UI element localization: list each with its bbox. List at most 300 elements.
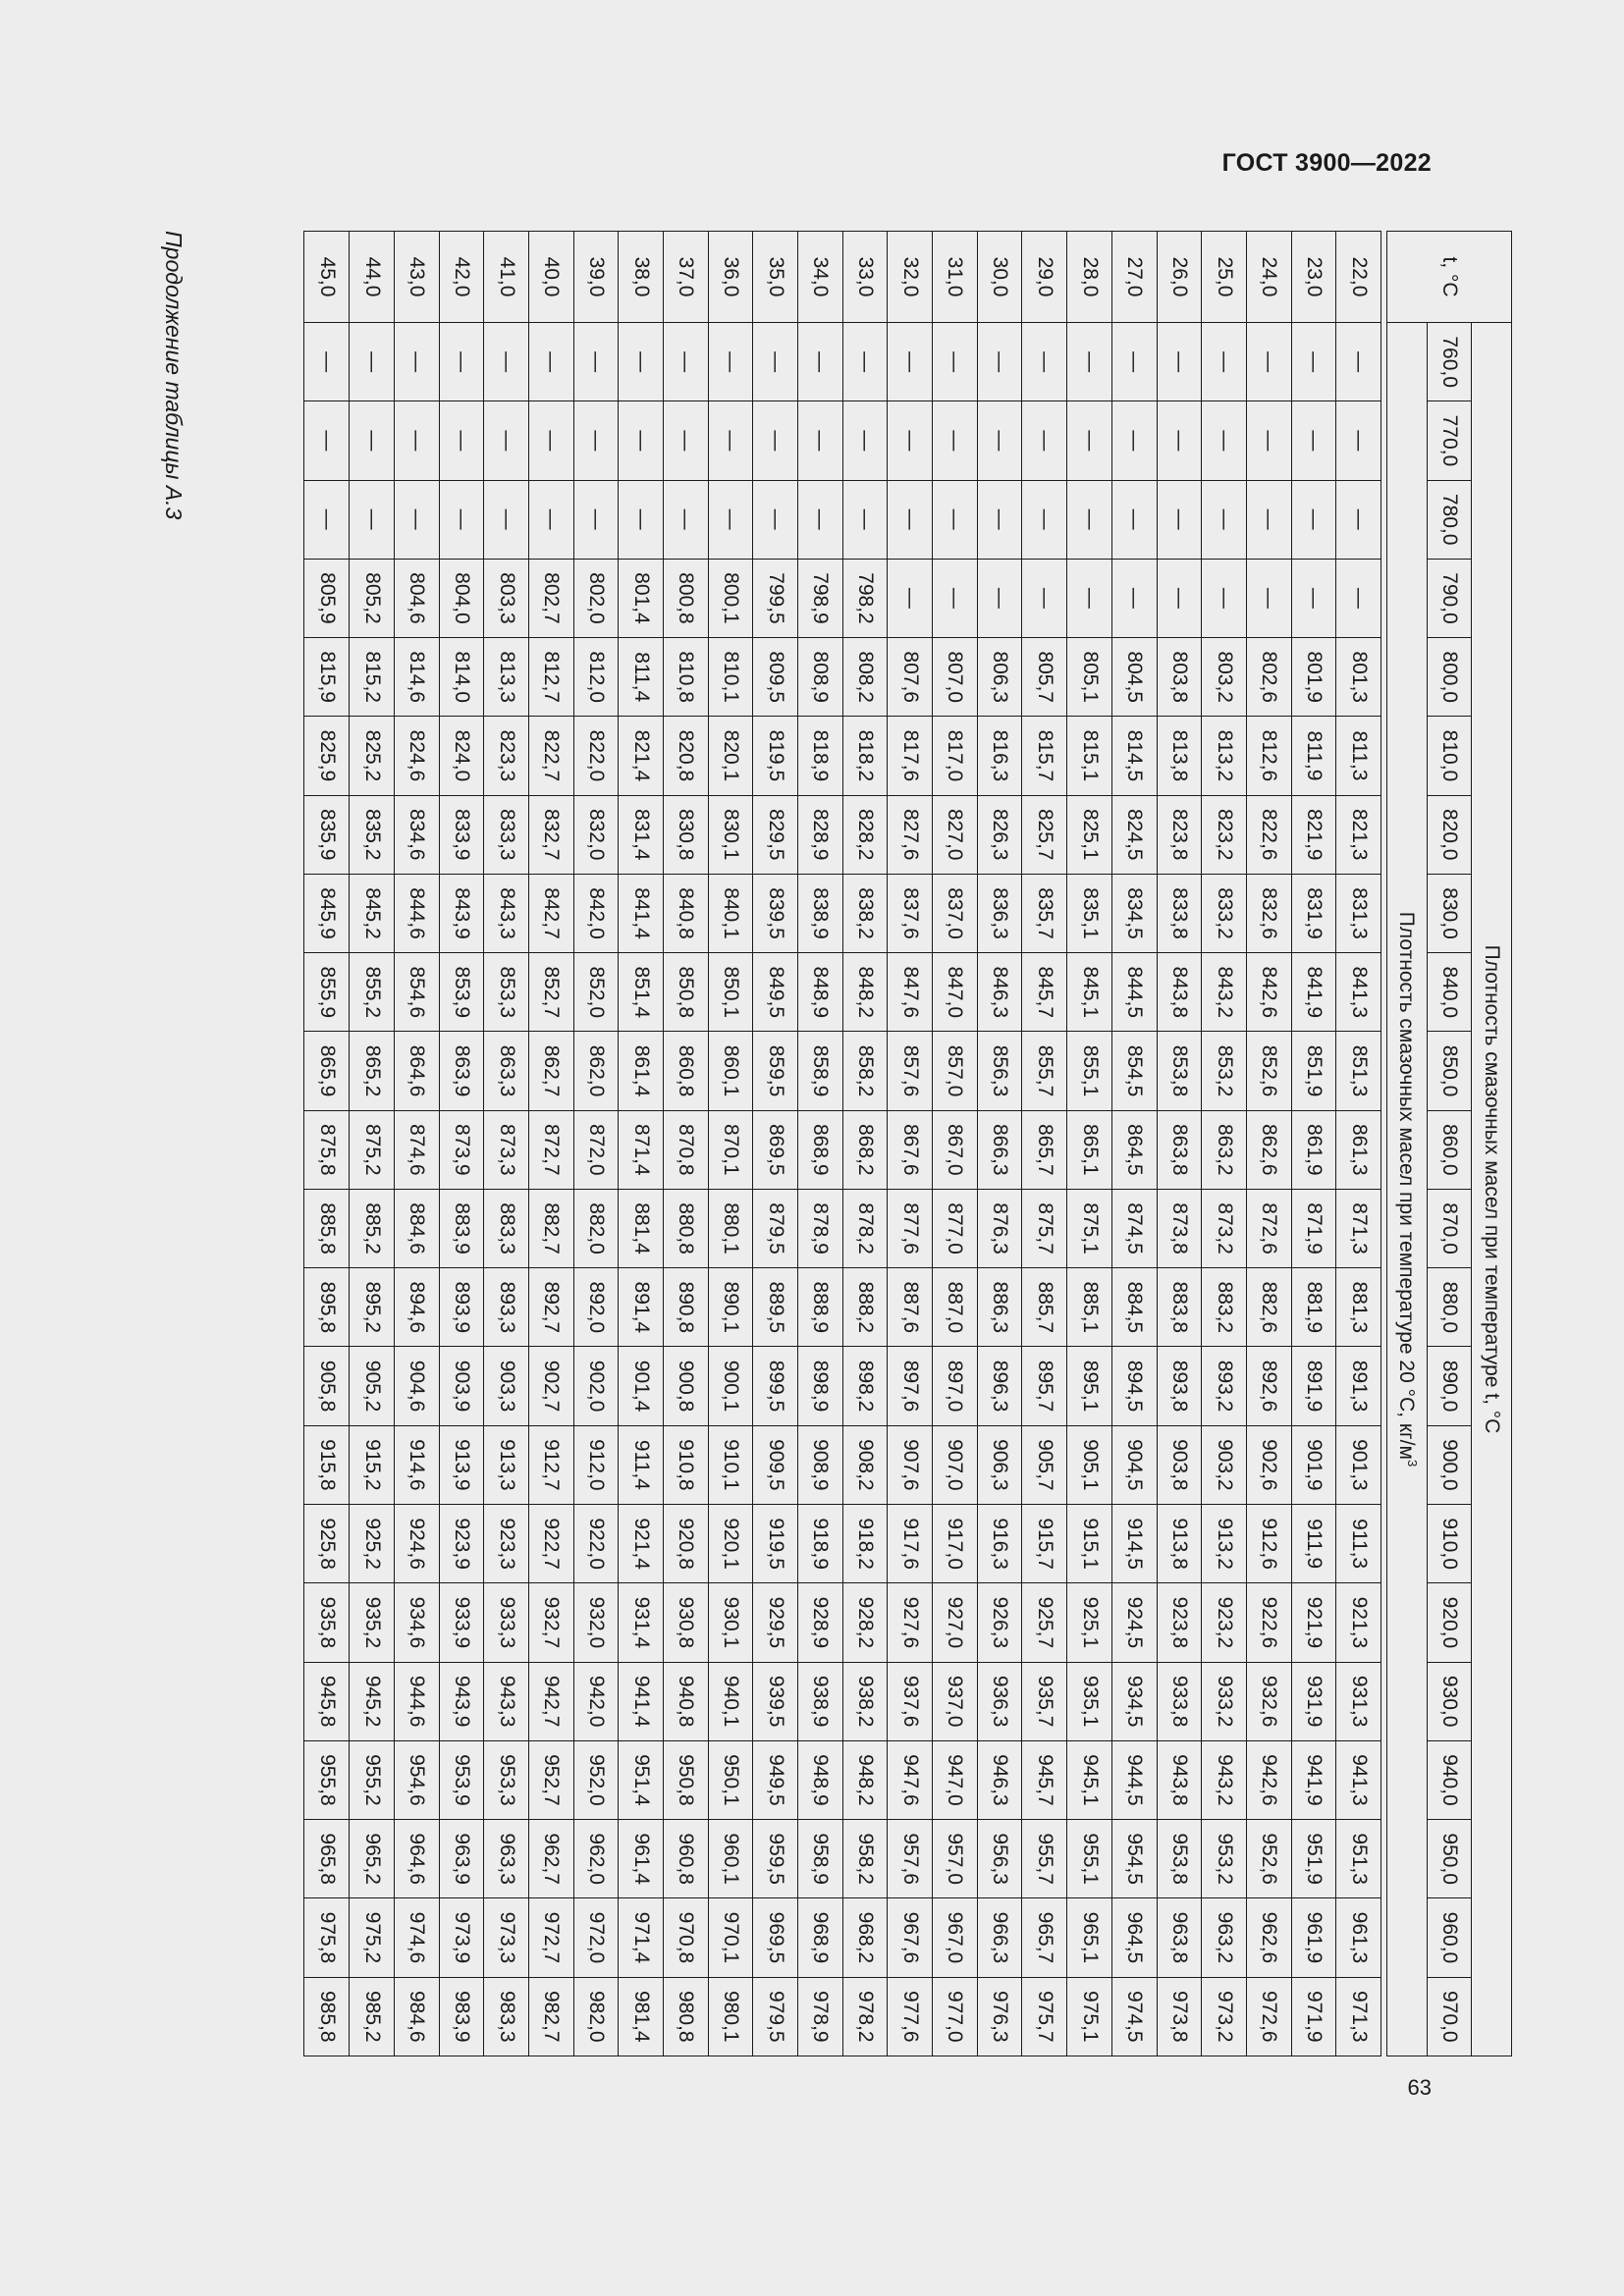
- density-cell: 829,5: [753, 795, 798, 874]
- density-cell: —: [708, 401, 753, 480]
- density-cell: 934,6: [394, 1583, 439, 1662]
- density-cell: —: [1336, 559, 1381, 637]
- sub-header-text: Плотность смазочных масел при температуре 20 °C, кг/м: [1395, 911, 1418, 1460]
- temperature-cell: 31,0: [933, 232, 978, 323]
- density-cell: 878,9: [798, 1189, 843, 1267]
- density-cell: 835,9: [304, 795, 350, 874]
- density-cell: 844,6: [394, 874, 439, 952]
- density-cell: 836,3: [977, 874, 1022, 952]
- density-cell: 905,2: [350, 1347, 395, 1425]
- density-cell: 937,6: [888, 1662, 933, 1740]
- temperature-cell: 33,0: [842, 232, 888, 323]
- density-cell: 849,5: [753, 953, 798, 1032]
- density-cell: 948,2: [842, 1740, 888, 1819]
- density-cell: 821,9: [1291, 795, 1336, 874]
- density-cell: —: [304, 480, 350, 559]
- density-cell: 876,3: [977, 1189, 1022, 1267]
- density-cell: 913,9: [439, 1425, 484, 1504]
- density-cell: 826,3: [977, 795, 1022, 874]
- density-cell: 881,9: [1291, 1268, 1336, 1347]
- density-cell: 846,3: [977, 953, 1022, 1032]
- density-cell: 962,7: [528, 1820, 573, 1898]
- density-cell: 882,7: [528, 1189, 573, 1267]
- density-cell: 865,9: [304, 1032, 350, 1110]
- density-cell: —: [350, 480, 395, 559]
- document-header: ГОСТ 3900—2022: [1221, 149, 1432, 177]
- column-header: 870,0: [1428, 1189, 1472, 1267]
- density-cell: 896,3: [977, 1347, 1022, 1425]
- density-cell: 833,8: [1157, 874, 1202, 952]
- density-cell: 904,5: [1111, 1425, 1157, 1504]
- density-cell: 952,7: [528, 1740, 573, 1819]
- density-cell: 905,1: [1067, 1425, 1112, 1504]
- density-cell: 953,8: [1157, 1820, 1202, 1898]
- column-header: 940,0: [1428, 1740, 1472, 1819]
- density-cell: —: [439, 323, 484, 401]
- density-cell: 933,3: [484, 1583, 529, 1662]
- density-cell: —: [753, 480, 798, 559]
- density-cell: 887,0: [933, 1268, 978, 1347]
- density-cell: 925,8: [304, 1504, 350, 1582]
- column-header: 930,0: [1428, 1662, 1472, 1740]
- density-cell: 884,5: [1111, 1268, 1157, 1347]
- density-cell: 824,5: [1111, 795, 1157, 874]
- density-cell: 908,2: [842, 1425, 888, 1504]
- density-cell: 927,0: [933, 1583, 978, 1662]
- density-cell: 953,2: [1202, 1820, 1247, 1898]
- density-cell: —: [439, 401, 484, 480]
- density-cell: 984,6: [394, 1977, 439, 2056]
- density-cell: 973,3: [484, 1898, 529, 1977]
- temperature-cell: 43,0: [394, 232, 439, 323]
- density-cell: 932,6: [1246, 1662, 1291, 1740]
- density-cell: —: [1246, 401, 1291, 480]
- density-cell: —: [1111, 480, 1157, 559]
- density-cell: 973,2: [1202, 1977, 1247, 2056]
- density-cell: 936,3: [977, 1662, 1022, 1740]
- density-cell: 886,3: [977, 1268, 1022, 1347]
- temperature-cell: 27,0: [1111, 232, 1157, 323]
- table-row: [1157, 232, 1202, 2056]
- density-cell: 837,0: [933, 874, 978, 952]
- density-cell: 965,7: [1022, 1898, 1067, 1977]
- density-cell: 890,1: [708, 1268, 753, 1347]
- temperature-cell: 29,0: [1022, 232, 1067, 323]
- density-cell: 825,7: [1022, 795, 1067, 874]
- density-cell: 983,3: [484, 1977, 529, 2056]
- density-cell: 964,5: [1111, 1898, 1157, 1977]
- density-cell: 893,8: [1157, 1347, 1202, 1425]
- density-cell: 935,8: [304, 1583, 350, 1662]
- column-header: 860,0: [1428, 1110, 1472, 1189]
- temperature-cell: 35,0: [753, 232, 798, 323]
- density-cell: 982,0: [573, 1977, 619, 2056]
- density-cell: 945,1: [1067, 1740, 1112, 1819]
- density-cell: 913,2: [1202, 1504, 1247, 1582]
- density-cell: 945,7: [1022, 1740, 1067, 1819]
- density-cell: 864,6: [394, 1032, 439, 1110]
- density-cell: 855,1: [1067, 1032, 1112, 1110]
- density-cell: 865,2: [350, 1032, 395, 1110]
- density-cell: 818,9: [798, 717, 843, 795]
- density-cell: —: [439, 480, 484, 559]
- density-cell: 810,8: [664, 638, 709, 717]
- table-row: [664, 232, 709, 2056]
- density-cell: 967,6: [888, 1898, 933, 1977]
- density-cell: 855,9: [304, 953, 350, 1032]
- density-cell: —: [1067, 559, 1112, 637]
- density-cell: 801,3: [1336, 638, 1381, 717]
- density-cell: 932,7: [528, 1583, 573, 1662]
- density-cell: 862,6: [1246, 1110, 1291, 1189]
- table-row: [439, 232, 484, 2056]
- density-cell: 804,0: [439, 559, 484, 637]
- density-cell: 803,2: [1202, 638, 1247, 717]
- density-cell: 882,6: [1246, 1268, 1291, 1347]
- density-cell: 931,4: [619, 1583, 664, 1662]
- density-cell: 901,4: [619, 1347, 664, 1425]
- density-cell: 915,8: [304, 1425, 350, 1504]
- density-cell: 831,9: [1291, 874, 1336, 952]
- density-cell: 961,4: [619, 1820, 664, 1898]
- density-cell: 934,5: [1111, 1662, 1157, 1740]
- density-cell: 942,7: [528, 1662, 573, 1740]
- density-cell: 870,1: [708, 1110, 753, 1189]
- density-cell: 935,1: [1067, 1662, 1112, 1740]
- density-cell: 956,3: [977, 1820, 1022, 1898]
- density-cell: 954,6: [394, 1740, 439, 1819]
- density-cell: —: [1336, 323, 1381, 401]
- density-cell: 975,1: [1067, 1977, 1112, 2056]
- density-cell: 905,8: [304, 1347, 350, 1425]
- density-cell: 941,9: [1291, 1740, 1336, 1819]
- density-cell: 835,1: [1067, 874, 1112, 952]
- column-header: 810,0: [1428, 717, 1472, 795]
- density-cell: 925,7: [1022, 1583, 1067, 1662]
- density-cell: —: [1336, 401, 1381, 480]
- density-cell: 893,9: [439, 1268, 484, 1347]
- density-cell: 897,6: [888, 1347, 933, 1425]
- density-cell: 885,8: [304, 1189, 350, 1267]
- density-cell: 873,2: [1202, 1189, 1247, 1267]
- density-cell: 817,0: [933, 717, 978, 795]
- table-row: [1336, 232, 1381, 2056]
- density-cell: 885,1: [1067, 1268, 1112, 1347]
- density-cell: 923,2: [1202, 1583, 1247, 1662]
- density-cell: 862,7: [528, 1032, 573, 1110]
- density-cell: 933,8: [1157, 1662, 1202, 1740]
- density-cell: 931,9: [1291, 1662, 1336, 1740]
- density-cell: 910,1: [708, 1425, 753, 1504]
- density-cell: 821,4: [619, 717, 664, 795]
- density-cell: 856,3: [977, 1032, 1022, 1110]
- density-cell: 850,1: [708, 953, 753, 1032]
- density-cell: 885,7: [1022, 1268, 1067, 1347]
- density-cell: 883,2: [1202, 1268, 1247, 1347]
- density-cell: 863,3: [484, 1032, 529, 1110]
- density-cell: —: [753, 401, 798, 480]
- density-cell: 911,9: [1291, 1504, 1336, 1582]
- density-cell: 892,6: [1246, 1347, 1291, 1425]
- density-cell: 918,2: [842, 1504, 888, 1582]
- density-cell: —: [708, 480, 753, 559]
- density-cell: 845,7: [1022, 953, 1067, 1032]
- density-cell: 845,1: [1067, 953, 1112, 1032]
- density-cell: 960,1: [708, 1820, 753, 1898]
- table-row: [933, 232, 978, 2056]
- density-cell: 825,1: [1067, 795, 1112, 874]
- header-separator: [1381, 232, 1387, 2056]
- density-cell: —: [304, 323, 350, 401]
- density-cell: 960,8: [664, 1820, 709, 1898]
- density-cell: 884,6: [394, 1189, 439, 1267]
- density-cell: 894,6: [394, 1268, 439, 1347]
- density-cell: 805,2: [350, 559, 395, 637]
- density-cell: 871,9: [1291, 1189, 1336, 1267]
- rotated-table-block: [147, 231, 1512, 2056]
- density-cell: 833,9: [439, 795, 484, 874]
- density-cell: 925,2: [350, 1504, 395, 1582]
- density-cell: —: [528, 480, 573, 559]
- column-header: 760,0: [1428, 323, 1472, 401]
- column-header: 920,0: [1428, 1583, 1472, 1662]
- density-cell: 859,5: [753, 1032, 798, 1110]
- sub-header-sup: 3: [1405, 1459, 1420, 1468]
- density-cell: 951,9: [1291, 1820, 1336, 1898]
- density-cell: 821,3: [1336, 795, 1381, 874]
- density-cell: 841,9: [1291, 953, 1336, 1032]
- density-cell: —: [1291, 401, 1336, 480]
- density-cell: 799,5: [753, 559, 798, 637]
- density-cell: 839,5: [753, 874, 798, 952]
- temperature-cell: 22,0: [1336, 232, 1381, 323]
- density-cell: 925,1: [1067, 1583, 1112, 1662]
- density-cell: 951,3: [1336, 1820, 1381, 1898]
- density-cell: 955,8: [304, 1740, 350, 1819]
- density-cell: 845,9: [304, 874, 350, 952]
- density-cell: —: [1157, 559, 1202, 637]
- density-cell: 875,1: [1067, 1189, 1112, 1267]
- density-cell: 950,1: [708, 1740, 753, 1819]
- density-cell: 985,8: [304, 1977, 350, 2056]
- density-cell: 933,9: [439, 1583, 484, 1662]
- density-cell: 820,8: [664, 717, 709, 795]
- density-cell: 965,8: [304, 1820, 350, 1898]
- density-cell: 855,7: [1022, 1032, 1067, 1110]
- column-header: 790,0: [1428, 559, 1472, 637]
- density-cell: 853,2: [1202, 1032, 1247, 1110]
- density-cell: 801,9: [1291, 638, 1336, 717]
- density-cell: —: [1202, 323, 1247, 401]
- density-cell: 893,2: [1202, 1347, 1247, 1425]
- density-cell: 860,8: [664, 1032, 709, 1110]
- column-header: 800,0: [1428, 638, 1472, 717]
- density-cell: 835,2: [350, 795, 395, 874]
- density-cell: 862,0: [573, 1032, 619, 1110]
- density-cell: 813,2: [1202, 717, 1247, 795]
- density-cell: 968,9: [798, 1898, 843, 1977]
- density-cell: 980,1: [708, 1977, 753, 2056]
- density-cell: 843,2: [1202, 953, 1247, 1032]
- temperature-cell: 28,0: [1067, 232, 1112, 323]
- density-cell: —: [573, 480, 619, 559]
- density-cell: 841,3: [1336, 953, 1381, 1032]
- density-cell: —: [664, 401, 709, 480]
- density-cell: 824,0: [439, 717, 484, 795]
- density-cell: —: [350, 323, 395, 401]
- density-cell: 975,2: [350, 1898, 395, 1977]
- density-cell: 929,5: [753, 1583, 798, 1662]
- table-row: [1291, 232, 1336, 2056]
- density-cell: —: [842, 323, 888, 401]
- density-cell: 854,5: [1111, 1032, 1157, 1110]
- density-cell: 815,2: [350, 638, 395, 717]
- density-cell: 851,3: [1336, 1032, 1381, 1110]
- density-cell: —: [573, 401, 619, 480]
- temperature-cell: 40,0: [528, 232, 573, 323]
- density-cell: 965,2: [350, 1820, 395, 1898]
- table-row: [394, 232, 439, 2056]
- density-cell: 923,9: [439, 1504, 484, 1582]
- density-cell: 850,8: [664, 953, 709, 1032]
- density-cell: 913,8: [1157, 1504, 1202, 1582]
- column-header: 950,0: [1428, 1820, 1472, 1898]
- density-cell: —: [753, 323, 798, 401]
- density-cell: 917,6: [888, 1504, 933, 1582]
- density-cell: 903,2: [1202, 1425, 1247, 1504]
- density-cell: 863,2: [1202, 1110, 1247, 1189]
- density-cell: 940,8: [664, 1662, 709, 1740]
- density-cell: 842,0: [573, 874, 619, 952]
- density-cell: —: [933, 559, 978, 637]
- density-cell: —: [1022, 480, 1067, 559]
- density-cell: 822,7: [528, 717, 573, 795]
- page-number: 63: [1407, 2075, 1432, 2100]
- density-cell: 963,2: [1202, 1898, 1247, 1977]
- density-cell: 892,0: [573, 1268, 619, 1347]
- table-row: [798, 232, 843, 2056]
- density-cell: 889,5: [753, 1268, 798, 1347]
- density-cell: 891,3: [1336, 1347, 1381, 1425]
- density-cell: 958,9: [798, 1820, 843, 1898]
- density-cell: —: [573, 323, 619, 401]
- density-cell: 812,0: [573, 638, 619, 717]
- density-cell: 970,1: [708, 1898, 753, 1977]
- density-cell: 834,6: [394, 795, 439, 874]
- density-cell: 877,6: [888, 1189, 933, 1267]
- density-cell: 927,6: [888, 1583, 933, 1662]
- density-cell: —: [528, 323, 573, 401]
- density-cell: 941,4: [619, 1662, 664, 1740]
- density-cell: 902,0: [573, 1347, 619, 1425]
- density-cell: 820,1: [708, 717, 753, 795]
- density-cell: 830,8: [664, 795, 709, 874]
- density-cell: 942,0: [573, 1662, 619, 1740]
- density-cell: 811,4: [619, 638, 664, 717]
- density-cell: 903,8: [1157, 1425, 1202, 1504]
- density-cell: 954,5: [1111, 1820, 1157, 1898]
- density-cell: 906,3: [977, 1425, 1022, 1504]
- density-cell: 798,2: [842, 559, 888, 637]
- density-cell: 953,9: [439, 1740, 484, 1819]
- density-cell: 823,8: [1157, 795, 1202, 874]
- density-cell: 972,7: [528, 1898, 573, 1977]
- density-cell: 963,8: [1157, 1898, 1202, 1977]
- density-cell: 887,6: [888, 1268, 933, 1347]
- density-cell: —: [304, 401, 350, 480]
- density-cell: 974,5: [1111, 1977, 1157, 2056]
- density-cell: 808,9: [798, 638, 843, 717]
- density-cell: 965,1: [1067, 1898, 1112, 1977]
- density-cell: 802,7: [528, 559, 573, 637]
- temperature-cell: 30,0: [977, 232, 1022, 323]
- density-cell: 803,8: [1157, 638, 1202, 717]
- density-cell: 835,7: [1022, 874, 1067, 952]
- density-cell: —: [528, 401, 573, 480]
- density-cell: 867,6: [888, 1110, 933, 1189]
- density-cell: 957,6: [888, 1820, 933, 1898]
- density-cell: 914,5: [1111, 1504, 1157, 1582]
- density-cell: 970,8: [664, 1898, 709, 1977]
- table-row: [708, 232, 753, 2056]
- table-row: [573, 232, 619, 2056]
- density-cell: —: [1022, 559, 1067, 637]
- density-cell: 872,7: [528, 1110, 573, 1189]
- density-cell: 930,1: [708, 1583, 753, 1662]
- density-cell: 858,9: [798, 1032, 843, 1110]
- density-cell: 802,6: [1246, 638, 1291, 717]
- density-cell: 895,1: [1067, 1347, 1112, 1425]
- density-cell: 872,6: [1246, 1189, 1291, 1267]
- density-cell: 943,9: [439, 1662, 484, 1740]
- density-cell: 935,2: [350, 1583, 395, 1662]
- density-cell: 815,9: [304, 638, 350, 717]
- density-cell: 874,6: [394, 1110, 439, 1189]
- density-cell: 847,6: [888, 953, 933, 1032]
- density-cell: 888,9: [798, 1268, 843, 1347]
- density-cell: 864,5: [1111, 1110, 1157, 1189]
- density-cell: —: [977, 323, 1022, 401]
- density-cell: —: [1157, 480, 1202, 559]
- table-row: [619, 232, 664, 2056]
- density-cell: —: [1291, 559, 1336, 637]
- density-cell: 942,6: [1246, 1740, 1291, 1819]
- density-cell: 902,7: [528, 1347, 573, 1425]
- density-cell: 851,4: [619, 953, 664, 1032]
- density-cell: 888,2: [842, 1268, 888, 1347]
- density-cell: 901,9: [1291, 1425, 1336, 1504]
- column-header: 880,0: [1428, 1268, 1472, 1347]
- density-cell: 812,7: [528, 638, 573, 717]
- table-row: [753, 232, 798, 2056]
- column-header: 850,0: [1428, 1032, 1472, 1110]
- density-cell: 922,0: [573, 1504, 619, 1582]
- density-cell: —: [798, 480, 843, 559]
- density-cell: 922,6: [1246, 1583, 1291, 1662]
- density-cell: 978,9: [798, 1977, 843, 2056]
- density-cell: 851,9: [1291, 1032, 1336, 1110]
- density-cell: 857,6: [888, 1032, 933, 1110]
- density-cell: —: [1067, 480, 1112, 559]
- density-cell: —: [664, 480, 709, 559]
- density-cell: 920,1: [708, 1504, 753, 1582]
- density-cell: 838,9: [798, 874, 843, 952]
- density-cell: —: [1291, 323, 1336, 401]
- density-cell: 807,0: [933, 638, 978, 717]
- density-cell: 979,5: [753, 1977, 798, 2056]
- density-cell: 973,9: [439, 1898, 484, 1977]
- density-cell: 875,8: [304, 1110, 350, 1189]
